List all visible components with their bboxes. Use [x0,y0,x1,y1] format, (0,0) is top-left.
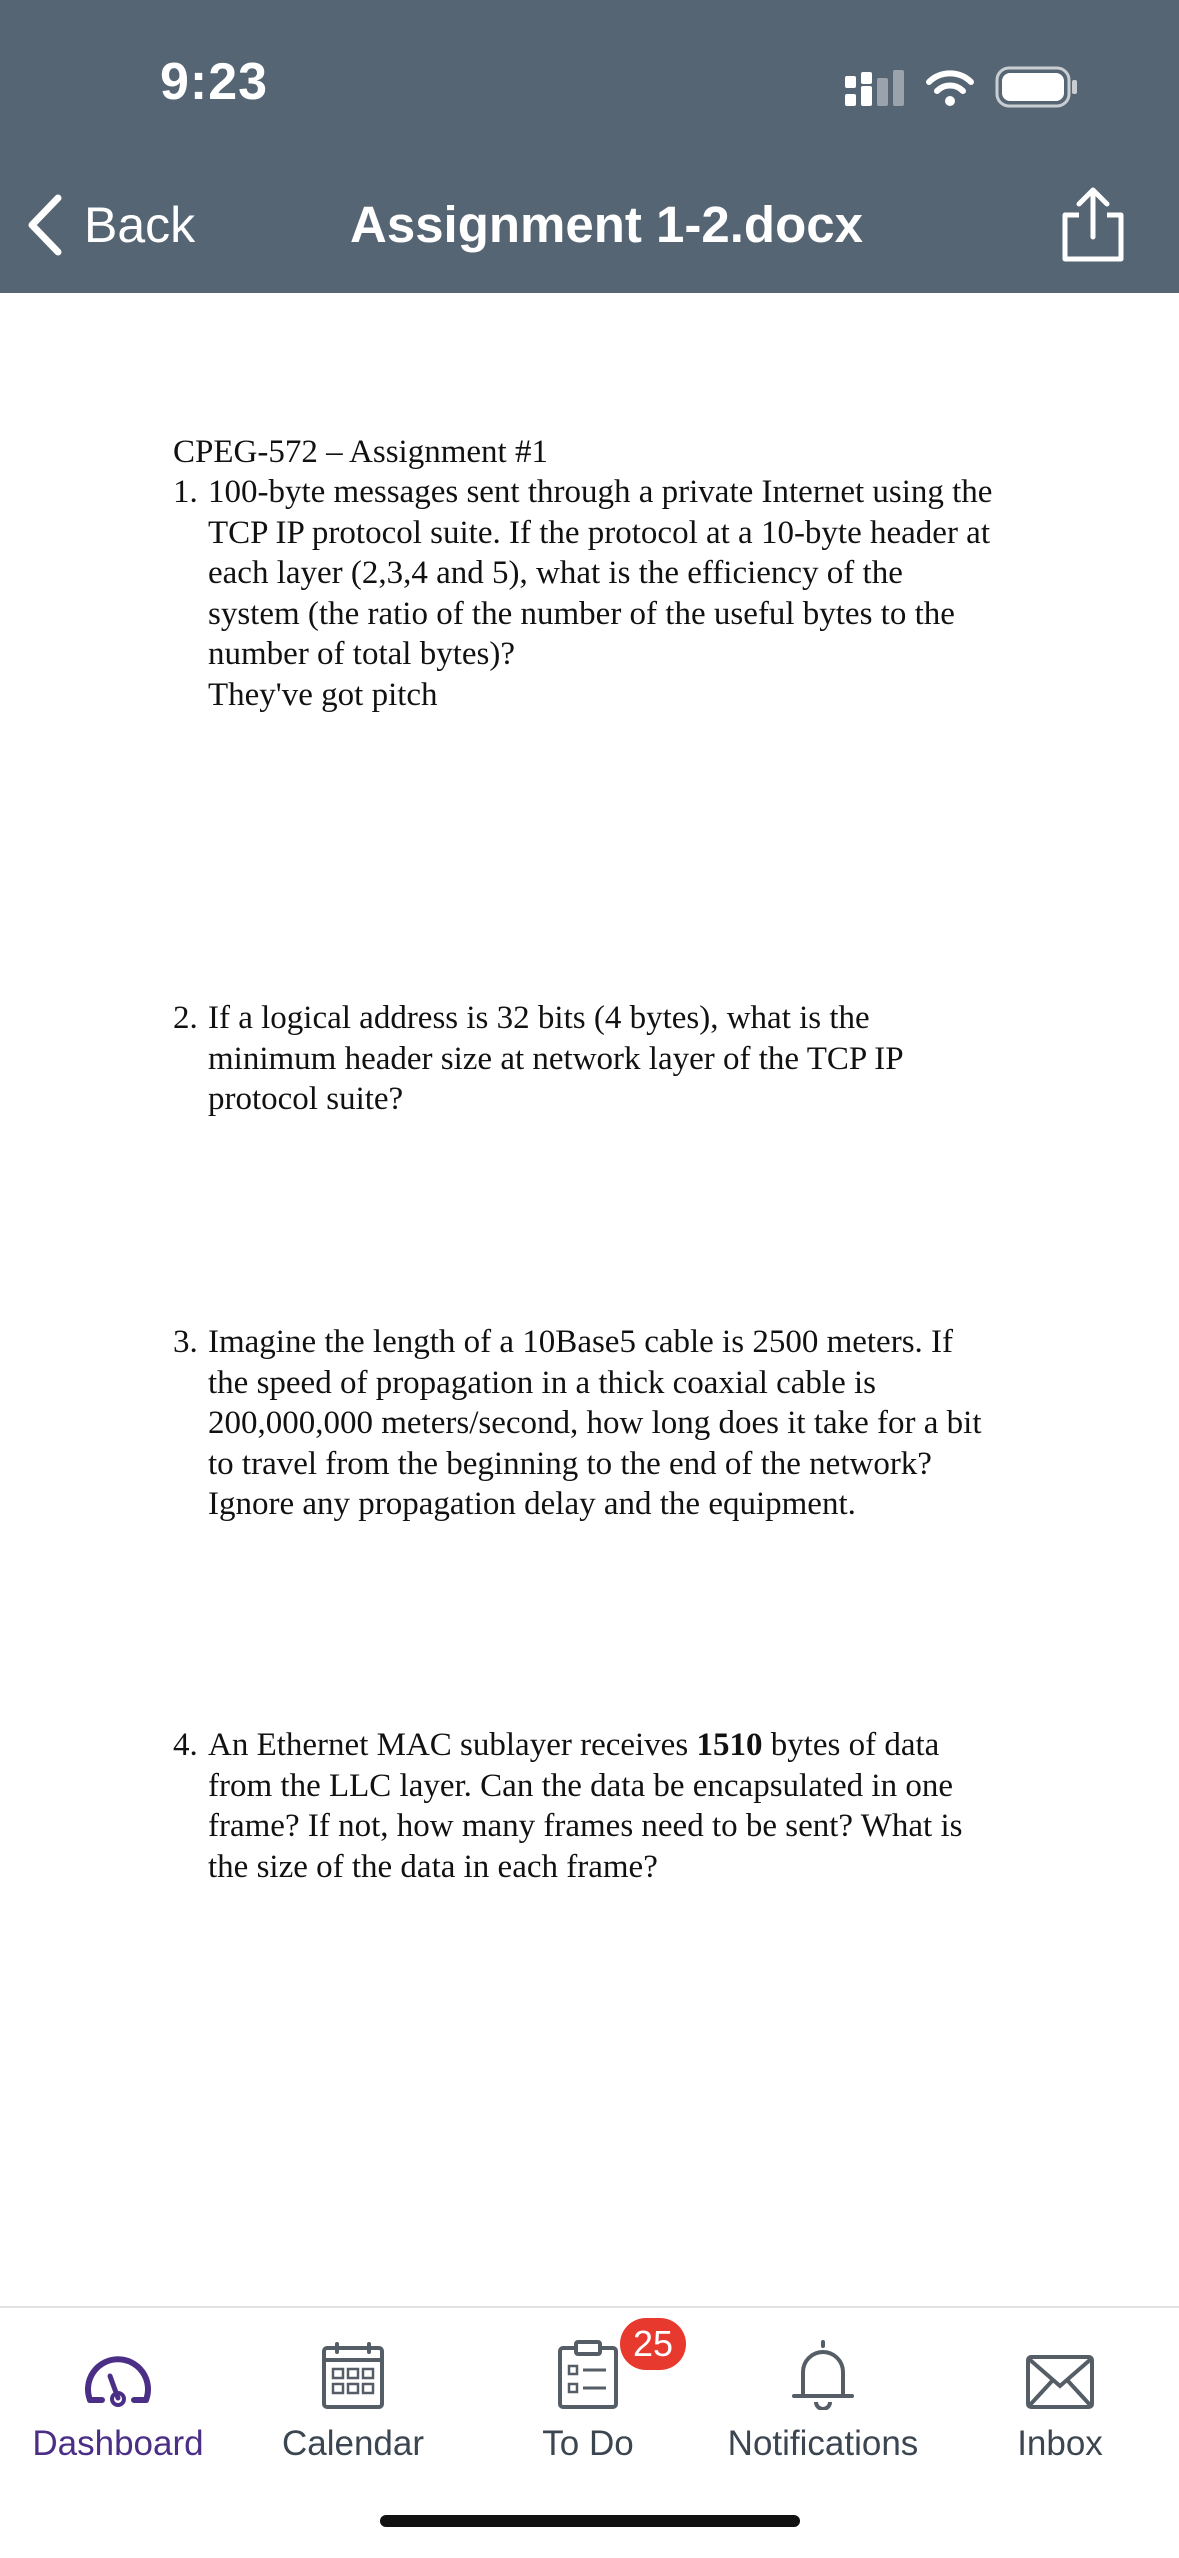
document-heading: CPEG-572 – Assignment #1 [173,434,548,470]
question-2 [173,998,1073,1120]
question-line: the speed of propagation in a thick coaxial cable is [208,1364,877,1401]
question-text: bytes of data [762,1727,940,1763]
tab-notifications[interactable] [713,2308,933,2468]
tab-label: Calendar [281,2424,425,2463]
back-button[interactable] [22,190,195,260]
question-line: the size of the data in each frame? [208,1848,658,1885]
wifi-icon [925,66,975,110]
question-line: TCP IP protocol suite. If the protocol at a 10-byte header at [208,514,990,551]
tab-inbox[interactable] [960,2308,1160,2468]
question-line: Ignore any propagation delay and the equipment. [208,1486,856,1522]
tab-calendar[interactable] [253,2308,453,2468]
tab-label: Inbox [1017,2424,1103,2463]
todo-icon [556,2340,620,2410]
question-line: Imagine the length of a 10Base5 cable is 2500 meters. If [208,1324,954,1360]
battery-icon [995,64,1080,110]
chevron-left-icon [22,192,68,258]
question-line [208,1725,1073,1766]
calendar-icon [321,2342,385,2410]
header [0,0,1179,293]
question-line: number of total bytes)? [208,636,515,672]
mail-icon [1025,2354,1095,2410]
back-label: Back [84,197,196,253]
tab-dashboard[interactable] [18,2308,218,2468]
document-viewer [173,432,1073,1885]
todo-count-badge: 25 [620,2318,686,2370]
bold-value: 1510 [696,1727,763,1763]
tab-label: Dashboard [32,2424,204,2463]
question-number: 1. [173,474,198,510]
question-line: minimum header size at network layer of the TCP IP [208,1040,904,1077]
question-line: system (the ratio of the number of the useful bytes to the [208,595,955,632]
question-line: to travel from the beginning to the end of the network? [208,1445,932,1482]
tab-label: To Do [542,2424,634,2463]
answer-text: They've got pitch [208,676,438,713]
question-text: An Ethernet MAC sublayer receives [208,1727,697,1763]
tab-label: Notifications [727,2424,919,2463]
question-line: 100-byte messages sent through a private Internet using the [208,474,993,510]
cellular-signal-icon [845,70,913,110]
question-number: 2. [173,1000,198,1036]
home-indicator[interactable] [380,2515,800,2527]
question-line: If a logical address is 32 bits (4 bytes), what is the [208,1000,870,1036]
status-time: 9:23 [160,53,269,111]
question-number: 4. [173,1727,198,1763]
page-title: Assignment 1-2.docx [350,196,863,253]
bell-icon [790,2338,856,2410]
question-4 [173,1725,1073,1887]
question-1 [173,472,1073,715]
question-line: from the LLC layer. Can the data be encapsulated in one [208,1767,953,1804]
question-line: frame? If not, how many frames need to be sent? What is [208,1808,963,1844]
question-number: 3. [173,1324,198,1360]
question-line: 200,000,000 meters/second, how long does it take for a bit [208,1405,982,1441]
dashboard-icon [80,2350,156,2410]
share-icon[interactable] [1055,185,1131,265]
question-line: protocol suite? [208,1081,404,1117]
question-line: each layer (2,3,4 and 5), what is the efficiency of the [208,555,903,591]
question-3 [173,1322,1073,1525]
